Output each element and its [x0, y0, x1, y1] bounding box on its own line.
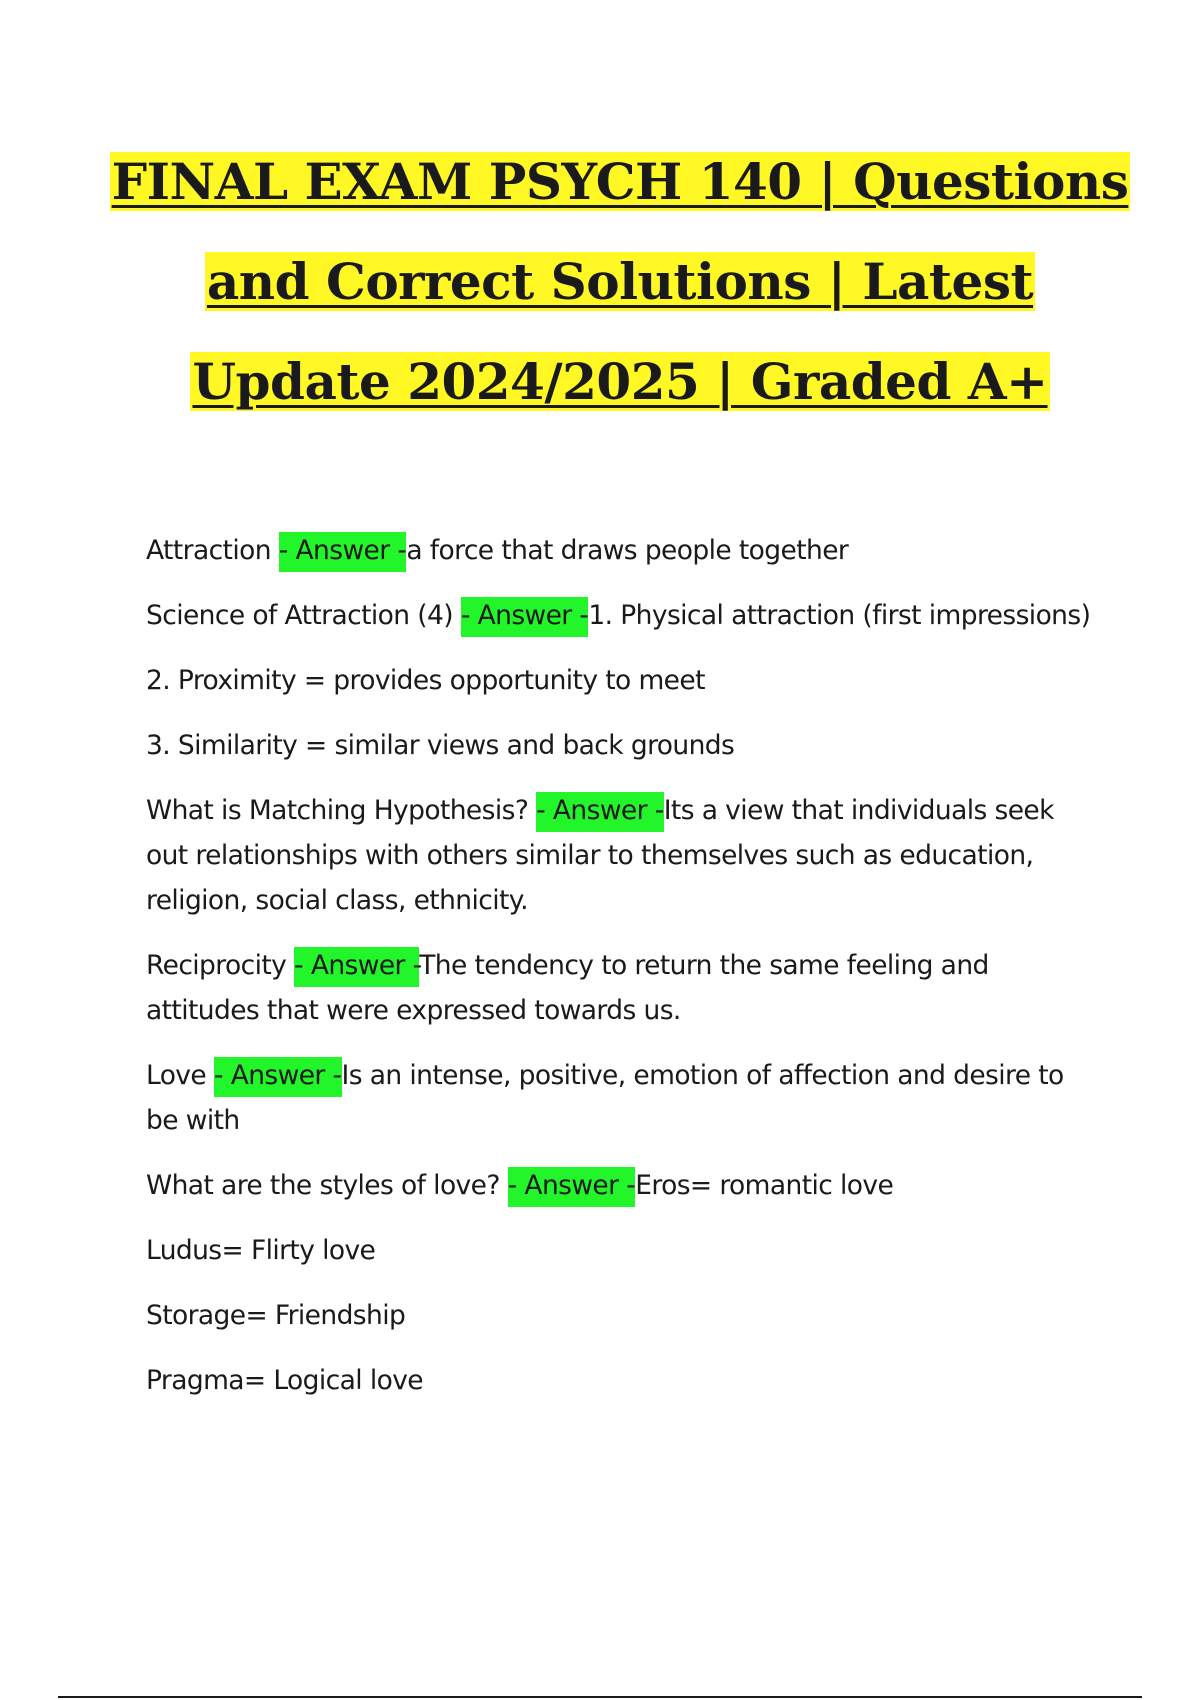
qa-entry-love — [146, 1053, 1096, 1143]
answer-marker: - Answer - — [461, 597, 589, 637]
question-term: Love — [146, 1060, 214, 1091]
answer-definition: Eros= romantic love — [635, 1170, 894, 1201]
answer-marker: - Answer - — [294, 947, 419, 987]
qa-entry-matching-hypothesis — [146, 788, 1096, 923]
list-line-storage: Storage= Friendship — [146, 1300, 406, 1331]
title-line-1: FINAL EXAM PSYCH 140 | Questions — [111, 152, 1129, 211]
question-term: Science of Attraction (4) — [146, 600, 461, 631]
question-term: What are the styles of love? — [146, 1170, 508, 1201]
list-line-ludus: Ludus= Flirty love — [146, 1235, 376, 1266]
list-line-similarity: 3. Similarity = similar views and back grounds — [146, 730, 735, 761]
qa-entry-attraction — [146, 528, 1096, 573]
qa-entry-science-of-attraction — [146, 593, 1096, 638]
question-term: What is Matching Hypothesis? — [146, 795, 537, 826]
question-term: Attraction — [146, 535, 279, 566]
title-line-2: and Correct Solutions | Latest — [206, 252, 1034, 311]
title-line-3: Update 2024/2025 | Graded A+ — [192, 352, 1048, 411]
answer-definition: a force that draws people together — [406, 535, 849, 566]
qa-entry-styles-of-love — [146, 1163, 1096, 1208]
answer-definition: Is an intense, positive, emotion of affection and desire to be with — [146, 1060, 1064, 1136]
list-line-pragma: Pragma= Logical love — [146, 1365, 424, 1396]
answer-definition: Its a view that individuals seek out relationships with others similar to themselves such as education, religion, social class, ethnicity. — [146, 795, 1054, 916]
answer-definition: The tendency to return the same feeling and attitudes that were expressed towards us. — [146, 950, 989, 1026]
qa-entry-reciprocity — [146, 943, 1096, 1033]
answer-marker: - Answer - — [279, 532, 407, 572]
question-term: Reciprocity — [146, 950, 295, 981]
answer-marker: - Answer - — [508, 1167, 636, 1207]
answer-definition: 1. Physical attraction (first impressions) — [588, 600, 1091, 631]
document-title — [80, 132, 1160, 432]
answer-marker: - Answer - — [214, 1057, 342, 1097]
answer-marker: - Answer - — [536, 792, 664, 832]
qa-list — [146, 528, 1096, 1423]
footer-divider — [58, 1696, 1142, 1698]
list-line-proximity: 2. Proximity = provides opportunity to meet — [146, 665, 705, 696]
